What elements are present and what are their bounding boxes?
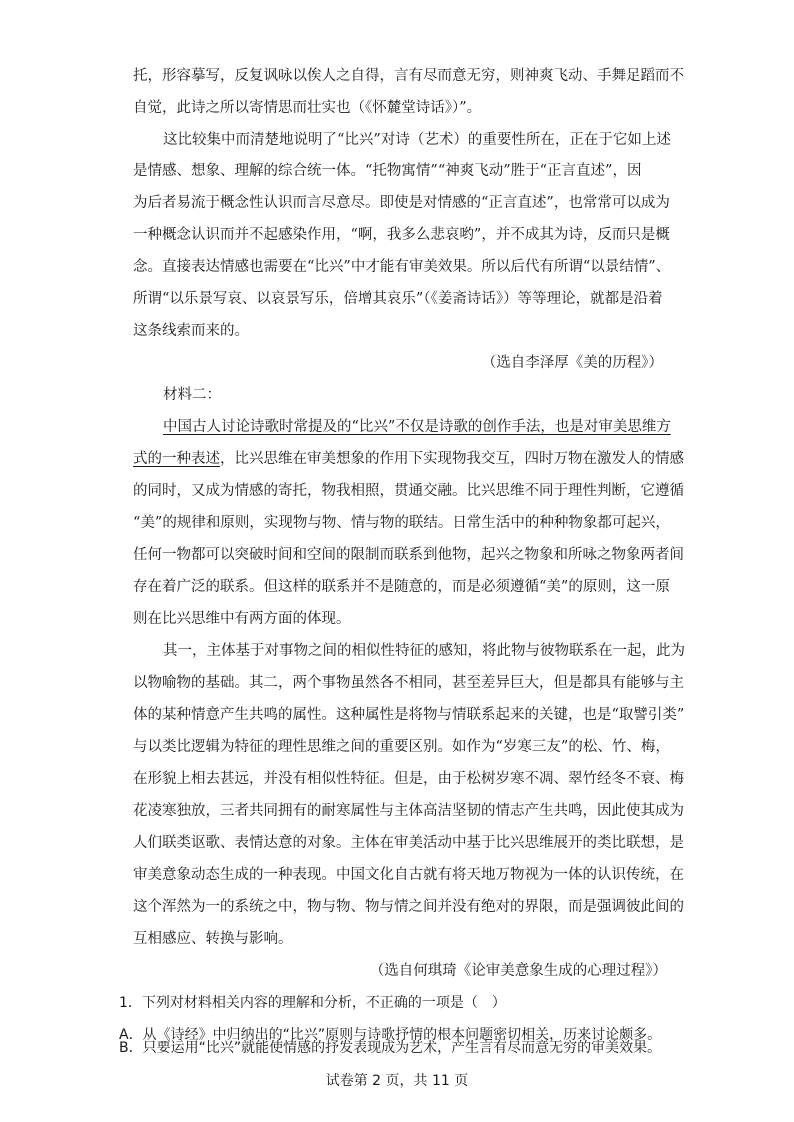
question-1-stem: 1．下列对材料相关内容的理解和分析，不正确的一项是（ ） xyxy=(119,995,506,1011)
para2-line-6: 所谓“以乐景写哀、以哀景写乐，倍增其哀乐”（《姜斋诗话》）等等理论，就都是沿着 xyxy=(133,291,663,307)
para2-line-7: 这条线索而来的。 xyxy=(133,323,249,339)
para3-line-7: 则在比兴思维中有两方面的体现。 xyxy=(133,611,351,627)
para2-line-1: 这比较集中而清楚地说明了“比兴”对诗（艺术）的重要性所在，正在于它如上述 xyxy=(163,132,671,148)
para2-line-2: 是情感、想象、理解的综合统一体。“托物寓情”“神爽飞动”胜于“正言直述”，因 xyxy=(133,163,642,179)
para3-line-2-rest: ，比兴思维在审美想象的作用下实现物我交互，四时万物在激发人的情感 xyxy=(220,451,684,467)
para3-line-1-underlined: 中国古人讨论诗歌时常提及的“比兴”不仅是诗歌的创作手法，也是对审美思维方 xyxy=(163,419,671,435)
para4-line-4: 与以类比逻辑为特征的理性思维之间的重要区别。如作为“岁寒三友”的松、竹、梅， xyxy=(133,739,670,755)
option-a: A．从《诗经》中归纳出的“比兴”原则与诗歌抒情的根本问题密切相关，历来讨论颇多。 xyxy=(119,1027,662,1043)
para3-line-3: 的同时，又成为情感的寄托，物我相照，贯通交融。比兴思维不同于理性判断，它遵循 xyxy=(133,483,684,499)
para2-line-3: 为后者易流于概念性认识而言尽意尽。即使是对情感的“正言直述”，也常常可以成为 xyxy=(133,195,670,211)
para1-line-2: 自觉，此诗之所以寄情思而壮实也（《怀麓堂诗话》）”。 xyxy=(133,100,482,116)
para4-line-8: 审美意象动态生成的一种表现。中国文化自古就有将天地万物视为一体的认识传统，在 xyxy=(133,867,684,883)
para4-line-7: 人们联类讴歌、表情达意的对象。主体在审美活动中基于比兴思维展开的类比联想，是 xyxy=(133,835,684,851)
source-citation-2: （选自何琪琦《论审美意象生成的心理过程》） xyxy=(369,963,667,979)
source-citation-1: （选自李泽厚《美的历程》） xyxy=(481,355,663,371)
page-footer: 试卷第 2 页，共 11 页 xyxy=(325,1073,469,1089)
para3-underlined-phrase: 式的一种表述 xyxy=(133,451,220,467)
para4-line-5: 在形貌上相去甚远，并没有相似性特征。但是，由于松树岁寒不凋、翠竹经冬不衰、梅 xyxy=(133,771,684,787)
para2-line-5: 念。直接表达情感也需要在“比兴”中才能有审美效果。所以后代有所谓“以景结情”、 xyxy=(133,259,671,275)
para3-line-4: “美”的规律和原则，实现物与物、情与物的联结。日常生活中的种种物象都可起兴， xyxy=(133,515,670,531)
para3-line-2 xyxy=(133,449,684,469)
para1-line-1: 托，形容摹写，反复讽咏以俟人之自得，言有尽而意无穷，则神爽飞动、手舞足蹈而不 xyxy=(133,68,684,84)
para2-line-4: 一种概念认识而并不起感染作用，“啊，我多么悲哀哟”，并不成其为诗，反而只是概 xyxy=(133,227,670,243)
para4-line-6: 花凌寒独放，三者共同拥有的耐寒属性与主体高洁坚韧的情志产生共鸣，因此使其成为 xyxy=(133,803,684,819)
para4-line-1: 其一，主体基于对事物之间的相似性特征的感知，将此物与彼物联系在一起，此为 xyxy=(163,643,685,659)
para4-line-10: 互相感应、转换与影响。 xyxy=(133,931,293,947)
para4-line-3: 体的某种情意产生共鸣的属性。这种属性是将物与情联系起来的关键，也是“取譬引类” xyxy=(133,707,685,723)
para4-line-9: 这个浑然为一的系统之中，物与物、物与情之间并没有绝对的界限，而是强调彼此间的 xyxy=(133,899,684,915)
material-2-label: 材料二： xyxy=(163,387,221,403)
para4-line-2: 以物喻物的基础。其二，两个事物虽然各不相同，甚至差异巨大，但是都具有能够与主 xyxy=(133,675,684,691)
option-b: B．只要运用“比兴”就能使情感的抒发表现成为艺术，产生言有尽而意无穷的审美效果。 xyxy=(119,1040,662,1056)
para3-line-6: 存在着广泛的联系。但这样的联系并不是随意的，而是必须遵循“美”的原则，这一原 xyxy=(133,579,670,595)
para3-line-5: 任何一物都可以突破时间和空间的限制而联系到他物，起兴之物象和所咏之物象两者间 xyxy=(133,547,684,563)
